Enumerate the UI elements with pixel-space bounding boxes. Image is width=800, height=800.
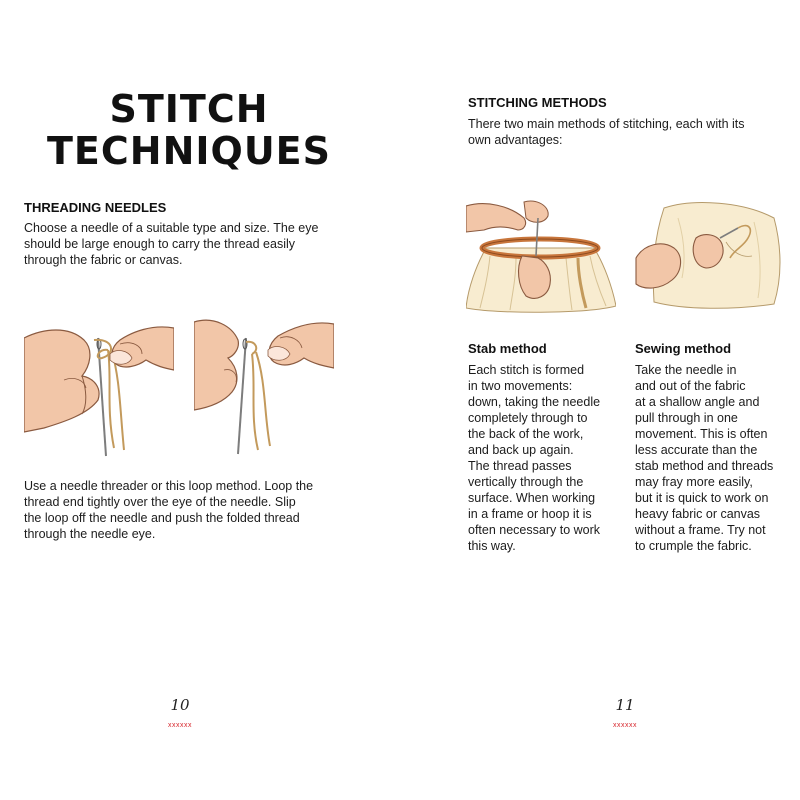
threading-intro-text: Choose a needle of a suitable type and size. The eye should be large enough to carry the thread easily through the fabric or canvas. xyxy=(24,221,319,267)
stitching-methods-heading: STITCHING METHODS xyxy=(468,95,607,110)
stab-method-text: Each stitch is formed in two movements: down, taking the needle completely through to the back of the work, and back up again. The thread passes vertically through the surface. When working in a frame or hoop it is often necessary to work this way. xyxy=(468,363,601,553)
title-line-2: TECHNIQUES xyxy=(47,129,331,173)
page-number-right: 11 xyxy=(615,696,635,714)
stitching-intro-text: There two main methods of stitching, each with its own advantages: xyxy=(468,117,745,147)
sewing-method-text: Take the needle in and out of the fabric at a shallow angle and pull through in one movement. This is often less accurate than the stab method and threads may fray more easily, but it is quick to work on heavy fabric or canvas without a frame. Try not to crumple the fabric. xyxy=(635,363,774,553)
threading-caption-text: Use a needle threader or this loop method. Loop the thread end tightly over the eye of the needle. Slip the loop off the needle and push the folded thread through the needle eye. xyxy=(24,479,314,541)
page-mark-left: xxxxxx xyxy=(168,722,192,729)
threading-illustration-loop xyxy=(24,318,174,458)
page-mark-right: xxxxxx xyxy=(613,722,637,729)
sewing-method-heading: Sewing method xyxy=(635,341,732,356)
page-title xyxy=(24,88,354,172)
stab-method-heading: Stab method xyxy=(468,341,547,356)
stab-method-illustration xyxy=(466,196,616,314)
sewing-method-illustration xyxy=(634,198,784,310)
threading-illustration-push xyxy=(194,316,334,456)
page-number-left: 10 xyxy=(170,696,190,714)
threading-needles-heading: THREADING NEEDLES xyxy=(24,200,167,215)
title-line-1: STITCH xyxy=(109,87,269,131)
right-page xyxy=(400,0,800,800)
